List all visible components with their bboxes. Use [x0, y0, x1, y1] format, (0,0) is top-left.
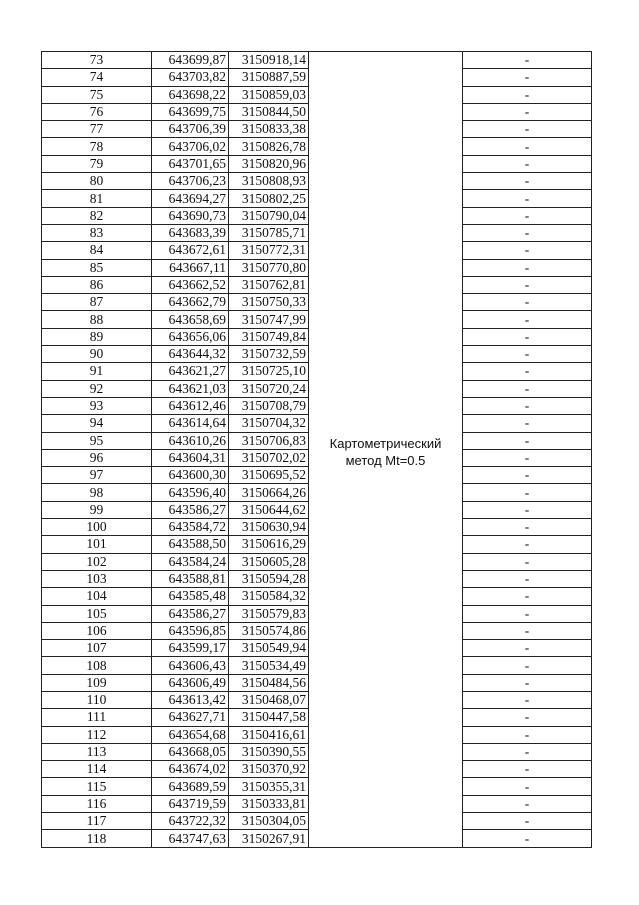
accuracy-cell: -	[463, 657, 592, 674]
y-coordinate-cell: 3150833,38	[229, 121, 309, 138]
y-coordinate-cell: 3150808,93	[229, 173, 309, 190]
x-coordinate-cell: 643588,81	[152, 570, 229, 587]
x-coordinate-cell: 643699,75	[152, 103, 229, 120]
x-coordinate-cell: 643667,11	[152, 259, 229, 276]
y-coordinate-cell: 3150762,81	[229, 276, 309, 293]
accuracy-cell: -	[463, 622, 592, 639]
y-coordinate-cell: 3150390,55	[229, 743, 309, 760]
point-number-cell: 110	[42, 691, 152, 708]
point-number-cell: 90	[42, 346, 152, 363]
x-coordinate-cell: 643747,63	[152, 830, 229, 847]
x-coordinate-cell: 643674,02	[152, 761, 229, 778]
accuracy-cell: -	[463, 190, 592, 207]
y-coordinate-cell: 3150918,14	[229, 52, 309, 69]
y-coordinate-cell: 3150785,71	[229, 224, 309, 241]
x-coordinate-cell: 643683,39	[152, 224, 229, 241]
accuracy-cell: -	[463, 138, 592, 155]
x-coordinate-cell: 643612,46	[152, 397, 229, 414]
x-coordinate-cell: 643610,26	[152, 432, 229, 449]
accuracy-cell: -	[463, 397, 592, 414]
x-coordinate-cell: 643706,02	[152, 138, 229, 155]
y-coordinate-cell: 3150732,59	[229, 346, 309, 363]
x-coordinate-cell: 643584,72	[152, 519, 229, 536]
y-coordinate-cell: 3150534,49	[229, 657, 309, 674]
y-coordinate-cell: 3150605,28	[229, 553, 309, 570]
accuracy-cell: -	[463, 69, 592, 86]
accuracy-cell: -	[463, 311, 592, 328]
point-number-cell: 79	[42, 155, 152, 172]
accuracy-cell: -	[463, 207, 592, 224]
point-number-cell: 98	[42, 484, 152, 501]
x-coordinate-cell: 643621,03	[152, 380, 229, 397]
accuracy-cell: -	[463, 691, 592, 708]
point-number-cell: 86	[42, 276, 152, 293]
coordinates-table	[41, 51, 592, 848]
x-coordinate-cell: 643586,27	[152, 501, 229, 518]
y-coordinate-cell: 3150579,83	[229, 605, 309, 622]
y-coordinate-cell: 3150630,94	[229, 519, 309, 536]
point-number-cell: 91	[42, 363, 152, 380]
point-number-cell: 94	[42, 415, 152, 432]
y-coordinate-cell: 3150549,94	[229, 640, 309, 657]
accuracy-cell: -	[463, 380, 592, 397]
y-coordinate-cell: 3150704,32	[229, 415, 309, 432]
accuracy-cell: -	[463, 830, 592, 847]
x-coordinate-cell: 643596,85	[152, 622, 229, 639]
x-coordinate-cell: 643706,23	[152, 173, 229, 190]
point-number-cell: 92	[42, 380, 152, 397]
point-number-cell: 80	[42, 173, 152, 190]
point-number-cell: 104	[42, 588, 152, 605]
accuracy-cell: -	[463, 276, 592, 293]
y-coordinate-cell: 3150790,04	[229, 207, 309, 224]
accuracy-cell: -	[463, 553, 592, 570]
point-number-cell: 88	[42, 311, 152, 328]
x-coordinate-cell: 643627,71	[152, 709, 229, 726]
point-number-cell: 96	[42, 449, 152, 466]
point-number-cell: 109	[42, 674, 152, 691]
accuracy-cell: -	[463, 155, 592, 172]
y-coordinate-cell: 3150750,33	[229, 294, 309, 311]
point-number-cell: 118	[42, 830, 152, 847]
point-number-cell: 99	[42, 501, 152, 518]
point-number-cell: 82	[42, 207, 152, 224]
x-coordinate-cell: 643722,32	[152, 813, 229, 830]
point-number-cell: 102	[42, 553, 152, 570]
method-line-1: Картометрический	[329, 436, 442, 452]
accuracy-cell: -	[463, 795, 592, 812]
accuracy-cell: -	[463, 415, 592, 432]
point-number-cell: 103	[42, 570, 152, 587]
point-number-cell: 108	[42, 657, 152, 674]
x-coordinate-cell: 643586,27	[152, 605, 229, 622]
y-coordinate-cell: 3150747,99	[229, 311, 309, 328]
accuracy-cell: -	[463, 709, 592, 726]
x-coordinate-cell: 643600,30	[152, 467, 229, 484]
point-number-cell: 115	[42, 778, 152, 795]
y-coordinate-cell: 3150416,61	[229, 726, 309, 743]
table-row	[42, 52, 592, 69]
x-coordinate-cell: 643698,22	[152, 86, 229, 103]
point-number-cell: 116	[42, 795, 152, 812]
accuracy-cell: -	[463, 224, 592, 241]
accuracy-cell: -	[463, 328, 592, 345]
y-coordinate-cell: 3150802,25	[229, 190, 309, 207]
x-coordinate-cell: 643599,17	[152, 640, 229, 657]
accuracy-cell: -	[463, 363, 592, 380]
accuracy-cell: -	[463, 86, 592, 103]
y-coordinate-cell: 3150708,79	[229, 397, 309, 414]
y-coordinate-cell: 3150695,52	[229, 467, 309, 484]
y-coordinate-cell: 3150267,91	[229, 830, 309, 847]
accuracy-cell: -	[463, 103, 592, 120]
x-coordinate-cell: 643668,05	[152, 743, 229, 760]
y-coordinate-cell: 3150304,05	[229, 813, 309, 830]
x-coordinate-cell: 643689,59	[152, 778, 229, 795]
accuracy-cell: -	[463, 536, 592, 553]
x-coordinate-cell: 643662,79	[152, 294, 229, 311]
point-number-cell: 97	[42, 467, 152, 484]
x-coordinate-cell: 643662,52	[152, 276, 229, 293]
y-coordinate-cell: 3150706,83	[229, 432, 309, 449]
point-number-cell: 100	[42, 519, 152, 536]
point-number-cell: 76	[42, 103, 152, 120]
accuracy-cell: -	[463, 743, 592, 760]
x-coordinate-cell: 643703,82	[152, 69, 229, 86]
accuracy-cell: -	[463, 813, 592, 830]
x-coordinate-cell: 643672,61	[152, 242, 229, 259]
x-coordinate-cell: 643585,48	[152, 588, 229, 605]
accuracy-cell: -	[463, 467, 592, 484]
accuracy-cell: -	[463, 121, 592, 138]
x-coordinate-cell: 643654,68	[152, 726, 229, 743]
y-coordinate-cell: 3150664,26	[229, 484, 309, 501]
x-coordinate-cell: 643706,39	[152, 121, 229, 138]
x-coordinate-cell: 643656,06	[152, 328, 229, 345]
y-coordinate-cell: 3150355,31	[229, 778, 309, 795]
y-coordinate-cell: 3150702,02	[229, 449, 309, 466]
y-coordinate-cell: 3150725,10	[229, 363, 309, 380]
y-coordinate-cell: 3150770,80	[229, 259, 309, 276]
x-coordinate-cell: 643588,50	[152, 536, 229, 553]
x-coordinate-cell: 643604,31	[152, 449, 229, 466]
accuracy-cell: -	[463, 242, 592, 259]
point-number-cell: 74	[42, 69, 152, 86]
x-coordinate-cell: 643613,42	[152, 691, 229, 708]
coordinates-table-body	[42, 52, 592, 848]
y-coordinate-cell: 3150484,56	[229, 674, 309, 691]
accuracy-cell: -	[463, 432, 592, 449]
y-coordinate-cell: 3150859,03	[229, 86, 309, 103]
y-coordinate-cell: 3150844,50	[229, 103, 309, 120]
point-number-cell: 113	[42, 743, 152, 760]
accuracy-cell: -	[463, 501, 592, 518]
accuracy-cell: -	[463, 726, 592, 743]
y-coordinate-cell: 3150616,29	[229, 536, 309, 553]
point-number-cell: 85	[42, 259, 152, 276]
accuracy-cell: -	[463, 346, 592, 363]
accuracy-cell: -	[463, 173, 592, 190]
y-coordinate-cell: 3150720,24	[229, 380, 309, 397]
accuracy-cell: -	[463, 674, 592, 691]
y-coordinate-cell: 3150749,84	[229, 328, 309, 345]
x-coordinate-cell: 643606,49	[152, 674, 229, 691]
accuracy-cell: -	[463, 449, 592, 466]
accuracy-cell: -	[463, 259, 592, 276]
accuracy-cell: -	[463, 519, 592, 536]
point-number-cell: 93	[42, 397, 152, 414]
point-number-cell: 117	[42, 813, 152, 830]
point-number-cell: 111	[42, 709, 152, 726]
x-coordinate-cell: 643644,32	[152, 346, 229, 363]
point-number-cell: 81	[42, 190, 152, 207]
y-coordinate-cell: 3150468,07	[229, 691, 309, 708]
accuracy-cell: -	[463, 640, 592, 657]
y-coordinate-cell: 3150826,78	[229, 138, 309, 155]
point-number-cell: 112	[42, 726, 152, 743]
accuracy-cell: -	[463, 778, 592, 795]
x-coordinate-cell: 643606,43	[152, 657, 229, 674]
accuracy-cell: -	[463, 484, 592, 501]
point-number-cell: 83	[42, 224, 152, 241]
x-coordinate-cell: 643701,65	[152, 155, 229, 172]
point-number-cell: 106	[42, 622, 152, 639]
x-coordinate-cell: 643699,87	[152, 52, 229, 69]
accuracy-cell: -	[463, 52, 592, 69]
point-number-cell: 77	[42, 121, 152, 138]
x-coordinate-cell: 643584,24	[152, 553, 229, 570]
y-coordinate-cell: 3150370,92	[229, 761, 309, 778]
point-number-cell: 114	[42, 761, 152, 778]
accuracy-cell: -	[463, 588, 592, 605]
y-coordinate-cell: 3150772,31	[229, 242, 309, 259]
point-number-cell: 89	[42, 328, 152, 345]
accuracy-cell: -	[463, 761, 592, 778]
accuracy-cell: -	[463, 605, 592, 622]
method-cell	[309, 52, 463, 848]
x-coordinate-cell: 643596,40	[152, 484, 229, 501]
point-number-cell: 75	[42, 86, 152, 103]
x-coordinate-cell: 643694,27	[152, 190, 229, 207]
y-coordinate-cell: 3150644,62	[229, 501, 309, 518]
x-coordinate-cell: 643658,69	[152, 311, 229, 328]
point-number-cell: 107	[42, 640, 152, 657]
point-number-cell: 105	[42, 605, 152, 622]
y-coordinate-cell: 3150447,58	[229, 709, 309, 726]
point-number-cell: 84	[42, 242, 152, 259]
point-number-cell: 87	[42, 294, 152, 311]
point-number-cell: 78	[42, 138, 152, 155]
accuracy-cell: -	[463, 294, 592, 311]
x-coordinate-cell: 643614,64	[152, 415, 229, 432]
point-number-cell: 101	[42, 536, 152, 553]
y-coordinate-cell: 3150574,86	[229, 622, 309, 639]
y-coordinate-cell: 3150887,59	[229, 69, 309, 86]
x-coordinate-cell: 643621,27	[152, 363, 229, 380]
x-coordinate-cell: 643719,59	[152, 795, 229, 812]
method-line-2: метод Mt=0.5	[345, 453, 426, 469]
accuracy-cell: -	[463, 570, 592, 587]
y-coordinate-cell: 3150594,28	[229, 570, 309, 587]
y-coordinate-cell: 3150584,32	[229, 588, 309, 605]
point-number-cell: 73	[42, 52, 152, 69]
y-coordinate-cell: 3150333,81	[229, 795, 309, 812]
y-coordinate-cell: 3150820,96	[229, 155, 309, 172]
point-number-cell: 95	[42, 432, 152, 449]
x-coordinate-cell: 643690,73	[152, 207, 229, 224]
